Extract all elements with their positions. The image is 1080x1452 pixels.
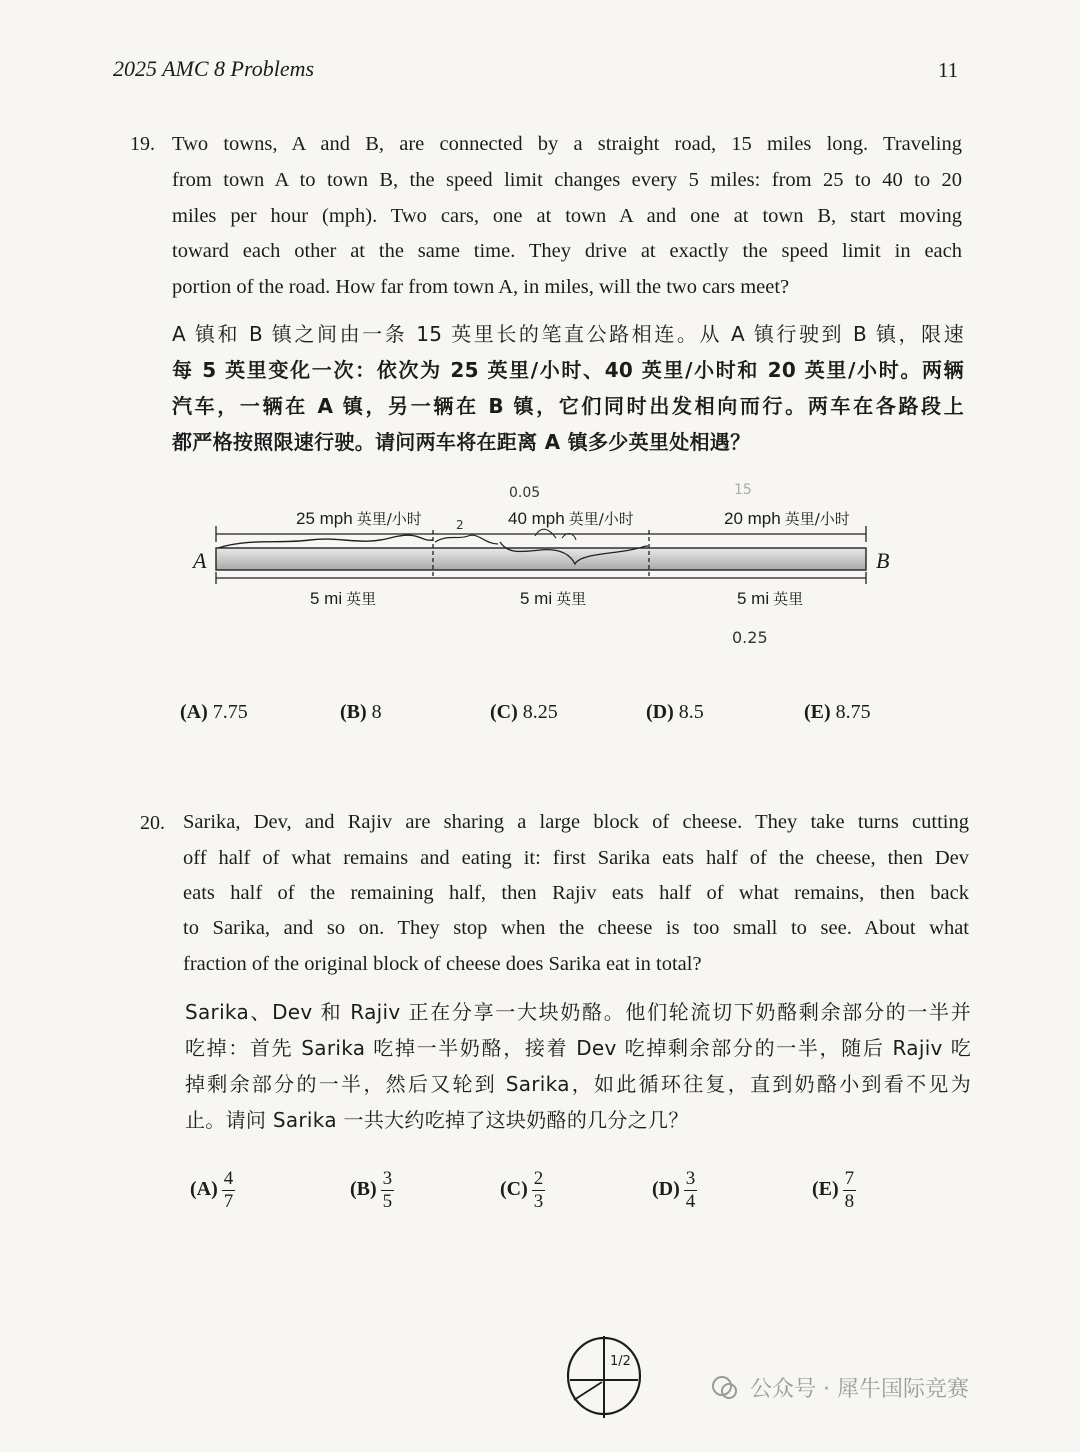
handwritten-note: 0.05 (509, 485, 541, 501)
wechat-icon (710, 1373, 740, 1403)
choice-a[interactable]: (A) $\frac{4}{7}$ (190, 1168, 234, 1212)
choice-e[interactable]: (E) $\frac{7}{8}$ (812, 1168, 855, 1212)
text-line: 吃掉：首先 Sarika 吃掉一半奶酪，接着 Dev 吃掉剩余部分的一半，随后 Rajiv 吃 (185, 1036, 971, 1060)
text-line: fraction of the original block of cheese does Sarika eat in total? (183, 953, 702, 975)
choice-c[interactable]: (C) $\frac{2}{3}$ (500, 1168, 544, 1212)
distance-label-1: 5 mi 英里 (310, 589, 377, 608)
text-line: Sarika、Dev 和 Rajiv 正在分享一大块奶酪。他们轮流切下奶酪剩余部分的一半并 (185, 1000, 971, 1024)
choice-b[interactable]: (B) 8 (340, 701, 382, 723)
text-line: to Sarika, and so on. They stop when the cheese is too small to see. About what (183, 917, 969, 939)
text-line: toward each other at the same time. They drive at exactly the speed limit in each (172, 240, 962, 262)
handwritten-note: 2 (456, 518, 464, 532)
watermark-text: 公众号 · 犀牛国际竞赛 (750, 1377, 969, 1402)
handwritten-note: 15 (734, 482, 752, 498)
distance-label-3: 5 mi 英里 (737, 589, 804, 608)
page-number: 11 (938, 58, 959, 82)
fraction: $\frac{3}{4}$ (685, 1168, 696, 1212)
choice-b[interactable]: (B) $\frac{3}{5}$ (350, 1168, 393, 1212)
text-line: 掉剩余部分的一半，然后又轮到 Sarika，如此循环往复，直到奶酪小到看不见为 (185, 1072, 971, 1096)
text-line: Two towns, A and B, are connected by a straight road, 15 miles long. Traveling (172, 133, 962, 155)
town-a-label: A (193, 548, 207, 573)
text-line: 都严格按照限速行驶。请问两车将在距离 A 镇多少英里处相遇？ (172, 430, 751, 454)
problem-20-number: 20. (140, 812, 165, 834)
watermark (710, 1372, 969, 1403)
text-line: 汽车，一辆在 A 镇，另一辆在 B 镇，它们同时出发相向而行。两车在各路段上 (172, 394, 964, 418)
text-line: off half of what remains and eating it: first Sarika eats half of the cheese, then Dev (183, 847, 969, 869)
choice-d[interactable]: (D) 8.5 (646, 701, 704, 723)
speed-label-1: 25 mph 英里/小时 (296, 509, 422, 528)
distance-label-2: 5 mi 英里 (520, 589, 587, 608)
choice-a[interactable]: (A) 7.75 (180, 701, 248, 723)
problem-19-number: 19. (130, 133, 155, 155)
fraction: $\frac{2}{3}$ (533, 1168, 544, 1212)
text-line: Sarika, Dev, and Rajiv are sharing a large block of cheese. They take turns cutting (183, 811, 969, 833)
speed-label-2: 40 mph 英里/小时 (508, 509, 634, 528)
choice-e[interactable]: (E) 8.75 (804, 701, 871, 723)
text-line: miles per hour (mph). Two cars, one at town A and one at town B, start moving (172, 205, 962, 227)
handwritten-note: 1/2 (610, 1354, 631, 1369)
text-line: from town A to town B, the speed limit changes every 5 miles: from 25 to 40 to 20 (172, 169, 962, 191)
fraction: $\frac{7}{8}$ (844, 1168, 855, 1212)
town-b-label: B (876, 548, 890, 573)
road-diagram-graphic (190, 480, 910, 660)
choice-d[interactable]: (D) $\frac{3}{4}$ (652, 1168, 696, 1212)
fraction: $\frac{4}{7}$ (223, 1168, 234, 1212)
handwritten-note: 0.25 (732, 628, 768, 647)
handwritten-circle-sketch (560, 1330, 650, 1420)
text-line: 止。请问 Sarika 一共大约吃掉了这块奶酪的几分之几？ (185, 1108, 689, 1132)
text-line: eats half of the remaining half, then Rajiv eats half of what remains, then back (183, 882, 969, 904)
page-header-title: 2025 AMC 8 Problems (113, 56, 315, 81)
text-line: portion of the road. How far from town A, in miles, will the two cars meet? (172, 276, 790, 298)
fraction: $\frac{3}{5}$ (382, 1168, 393, 1212)
text-line: 每 5 英里变化一次：依次为 25 英里/小时、40 英里/小时和 20 英里/小时。两辆 (172, 358, 964, 382)
choice-c[interactable]: (C) 8.25 (490, 701, 558, 723)
text-line: A 镇和 B 镇之间由一条 15 英里长的笔直公路相连。从 A 镇行驶到 B 镇，限速 (172, 322, 964, 346)
speed-label-3: 20 mph 英里/小时 (724, 509, 850, 528)
